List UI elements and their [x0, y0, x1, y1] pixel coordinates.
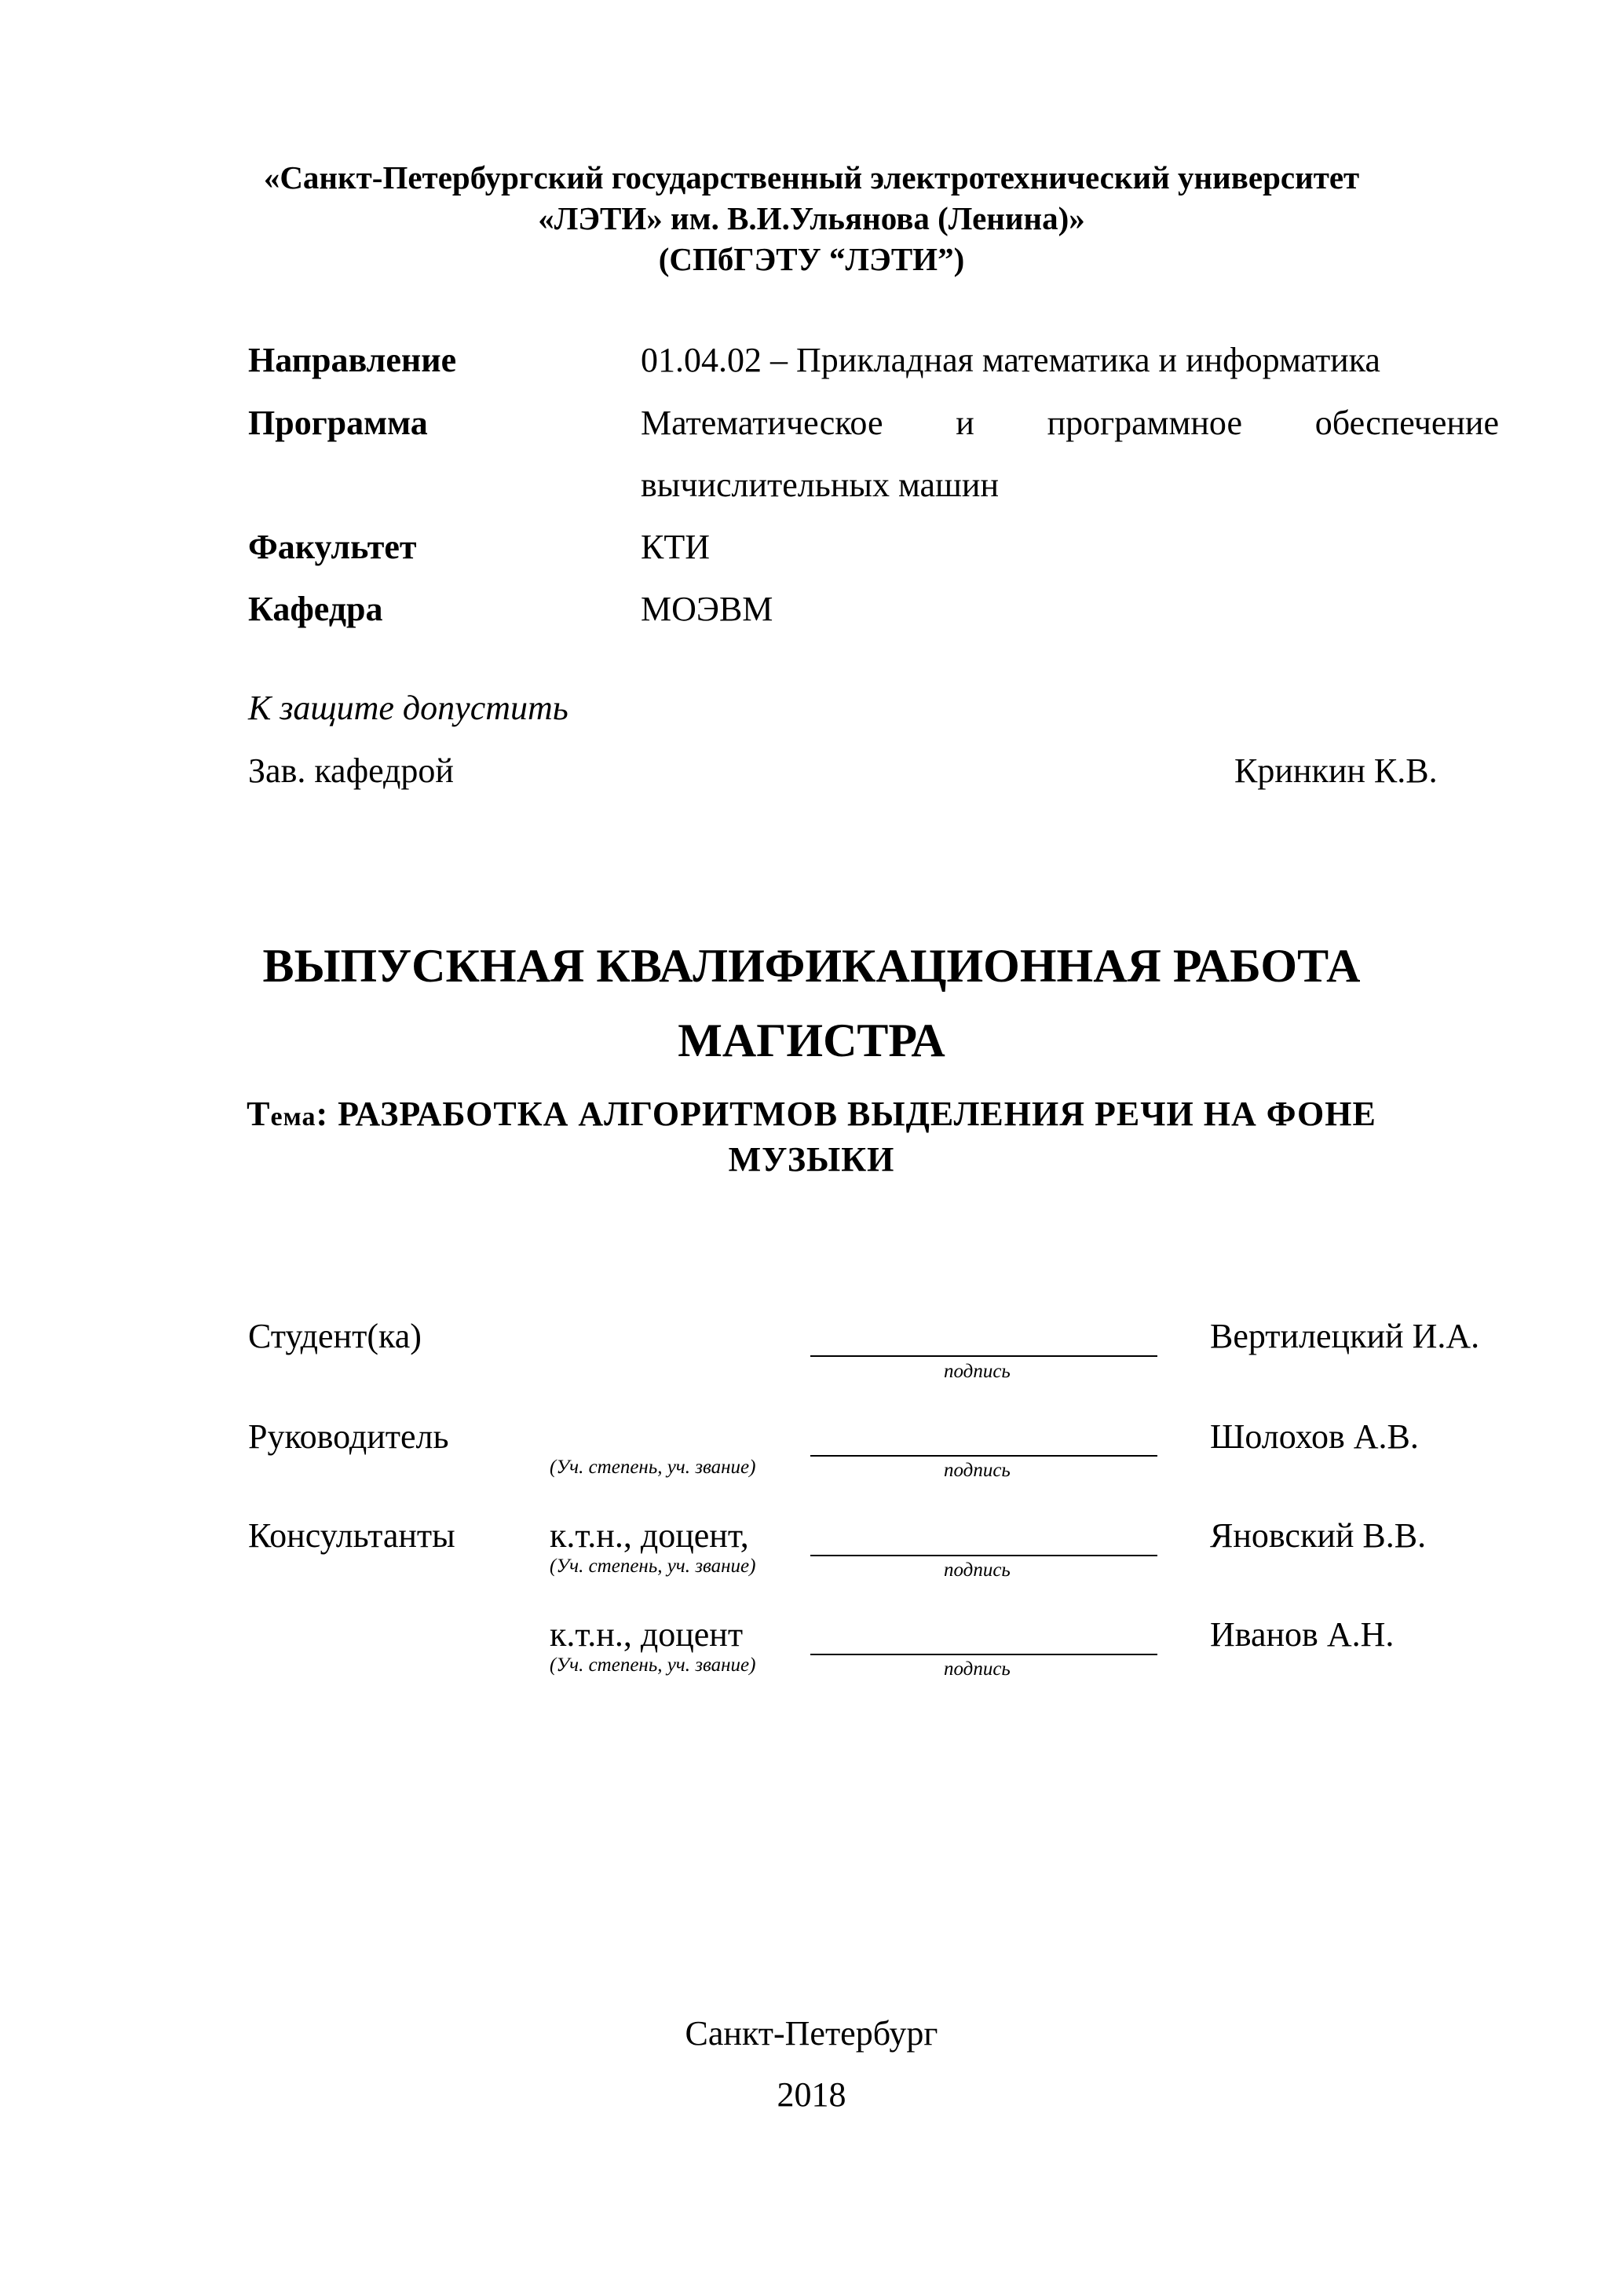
- year: 2018: [777, 2075, 846, 2114]
- program-word: Математическое: [641, 404, 883, 442]
- university-abbreviation: (СПбГЭТУ “ЛЭТИ”): [658, 241, 965, 277]
- supervisor-name: Шолохов А.В.: [1210, 1417, 1419, 1456]
- admission-text: К защите допустить: [248, 689, 568, 727]
- department-label: Кафедра: [248, 590, 383, 628]
- head-of-department-label: Зав. кафедрой: [248, 751, 454, 790]
- university-name-line2: «ЛЭТИ» им. В.И.Ульянова (Ленина)»: [538, 200, 1085, 236]
- program-value-line2: вычислительных машин: [641, 466, 999, 504]
- consultant1-signature-caption: подпись: [944, 1559, 1011, 1581]
- consultant2-degree-caption: (Уч. степень, уч. звание): [550, 1654, 756, 1676]
- head-of-department-name: Кринкин К.В.: [1234, 751, 1438, 790]
- supervisor-label: Руководитель: [248, 1417, 449, 1456]
- direction-value: 01.04.02 – Прикладная математика и информатика: [641, 341, 1380, 379]
- program-label: Программа: [248, 404, 428, 442]
- department-value: МОЭВМ: [641, 590, 773, 628]
- program-value-line1: [641, 400, 1499, 447]
- topic-prefix-initial: Т: [247, 1095, 271, 1133]
- consultant1-signature-line: [810, 1555, 1157, 1556]
- student-name: Вертилецкий И.А.: [1210, 1317, 1480, 1355]
- program-word: и: [956, 404, 974, 442]
- faculty-value: КТИ: [641, 528, 710, 566]
- work-type-title-line1: ВЫПУСКНАЯ КВАЛИФИКАЦИОННАЯ РАБОТА: [262, 940, 1361, 992]
- direction-label: Направление: [248, 341, 457, 379]
- supervisor-signature-caption: подпись: [944, 1460, 1011, 1481]
- consultant1-name: Яновский В.В.: [1210, 1516, 1427, 1555]
- program-word: программное: [1047, 404, 1242, 442]
- thesis-topic-line1: [0, 1091, 1623, 1140]
- consultant2-signature-line: [810, 1654, 1157, 1655]
- topic-prefix-rest: ема: [270, 1102, 316, 1132]
- consultant2-signature-caption: подпись: [944, 1658, 1011, 1680]
- thesis-topic-line2: МУЗЫКИ: [728, 1140, 895, 1179]
- university-name-line1: «Санкт-Петербургский государственный электротехнический университет: [263, 159, 1360, 196]
- topic-text-line1: РАЗРАБОТКА АЛГОРИТМОВ ВЫДЕЛЕНИЯ РЕЧИ НА ФОНЕ: [338, 1095, 1376, 1133]
- supervisor-degree-caption: (Уч. степень, уч. звание): [550, 1457, 756, 1478]
- consultant1-degree: к.т.н., доцент,: [550, 1516, 749, 1555]
- supervisor-signature-line: [810, 1455, 1157, 1457]
- consultant2-name: Иванов А.Н.: [1210, 1615, 1395, 1654]
- consultants-label: Консультанты: [248, 1516, 455, 1555]
- city: Санкт-Петербург: [685, 2014, 938, 2053]
- student-label: Студент(ка): [248, 1317, 422, 1355]
- topic-colon: :: [316, 1095, 329, 1133]
- program-word: обеспечение: [1314, 404, 1499, 442]
- student-signature-caption: подпись: [944, 1361, 1011, 1382]
- student-signature-line: [810, 1355, 1157, 1357]
- consultant1-degree-caption: (Уч. степень, уч. звание): [550, 1556, 756, 1577]
- faculty-label: Факультет: [248, 528, 417, 566]
- work-type-title-line2: МАГИСТРА: [678, 1015, 945, 1066]
- consultant2-degree: к.т.н., доцент: [550, 1615, 744, 1654]
